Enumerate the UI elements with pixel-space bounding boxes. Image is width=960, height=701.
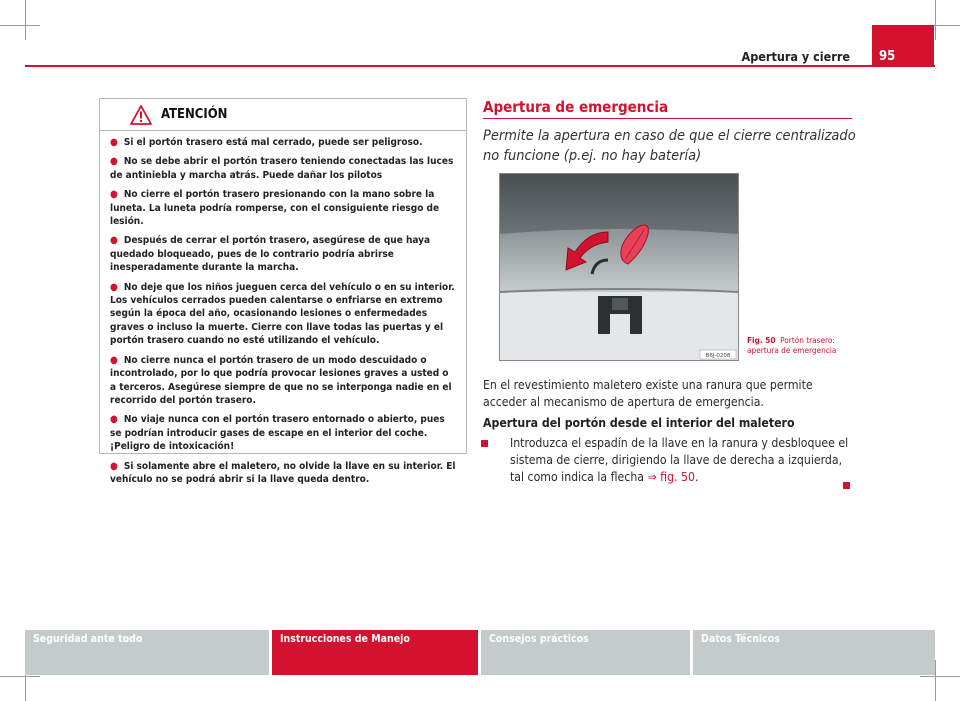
warning-item: ● Si el portón trasero está mal cerrado, puede ser peligroso. [110, 137, 423, 148]
bullet-icon: ● [110, 137, 118, 148]
figure-trunk-emergency-release [499, 173, 739, 361]
crop-mark [935, 660, 936, 701]
page-number: 95 [872, 25, 934, 67]
warning-item: ● Si solamente abre el maletero, no olvide la llave en su interior. El vehículo no se podrá abrir si la llave queda dentro. [110, 460, 456, 485]
header-rule [25, 65, 935, 67]
footer-tab-datos[interactable]: Datos Técnicos [693, 630, 935, 675]
section-end-mark [843, 482, 850, 489]
warning-list [100, 131, 466, 486]
warning-triangle-icon [130, 105, 152, 125]
section-subtitle: Permite la apertura en caso de que el cierre centralizado no funcione (p.ej. no hay batería) [483, 128, 856, 164]
bullet-icon: ● [110, 235, 118, 247]
procedure-heading: Apertura del portón desde el interior del maletero [483, 416, 795, 430]
bullet-icon: ● [110, 189, 118, 201]
figure-label: Fig. 50 [747, 335, 776, 345]
crop-mark [920, 676, 960, 677]
warning-item: ● No se debe abrir el portón trasero teniendo conectadas las luces de antiniebla y marcha atrás. Puede dañar los pilotos [110, 156, 454, 181]
footer-tab-seguridad[interactable]: Seguridad ante todo [25, 630, 269, 675]
step-text: Introduzca el espadín de la llave en la ranura y desbloquee el sistema de cierre, dirigiendo la llave de derecha a izquierda, tal como indica la flecha ⇒ fig. 50. [510, 436, 849, 484]
figure-code: B6J-0208 [705, 353, 731, 359]
figure-caption-text: Portón trasero: apertura de emergencia [747, 335, 837, 355]
crop-mark [0, 25, 40, 26]
crop-mark [0, 676, 40, 677]
crop-mark [935, 0, 936, 40]
footer-tab-consejos[interactable]: Consejos prácticos [481, 630, 690, 675]
intro-paragraph: En el revestimiento maletero existe una ranura que permite acceder al mecanismo de apertura de emergencia. [483, 378, 813, 409]
bullet-icon: ● [110, 414, 118, 426]
section-title: Apertura de emergencia [483, 98, 669, 116]
bullet-icon: ● [110, 281, 118, 293]
warning-item: ● No deje que los niños jueguen cerca del vehículo o en su interior. Los vehículos cerrados pueden calentarse o enfriarse en extremo según la época del año, ocasionando lesiones o enfermedades graves o incluso la muerte. Cierre con llave todas las puertas y el portón trasero cuando no esté utilizando el vehículo. [110, 281, 455, 347]
warning-item: ● No viaje nunca con el portón trasero entornado o abierto, pues se podrían introducir gases de escape en el interior del coche. ¡Peligro de intoxicación! [110, 414, 445, 453]
warning-item: ● Después de cerrar el portón trasero, asegúrese de que haya quedado bloqueado, pues de lo contrario podría abrirse inesperadamente durante la marcha. [110, 235, 431, 274]
running-header: Apertura y cierre [741, 49, 850, 64]
bullet-icon: ● [110, 156, 118, 168]
step-dash: – [483, 436, 489, 450]
figure-reference-link[interactable]: ⇒ fig. 50 [647, 470, 695, 484]
bullet-icon: ● [110, 354, 118, 366]
figure-caption [747, 335, 867, 355]
warning-header [100, 99, 466, 131]
footer-tab-instrucciones[interactable]: Instrucciones de Manejo [272, 630, 478, 675]
warning-title: ATENCIÓN [161, 107, 228, 122]
warning-box [99, 98, 467, 485]
crop-mark [25, 0, 26, 40]
bullet-icon: ● [110, 460, 118, 472]
section-rule [483, 118, 852, 119]
trunk-illustration [500, 174, 738, 360]
procedure-step [483, 435, 858, 486]
warning-item: ● No cierre nunca el portón trasero de un modo descuidado o incontrolado, por lo que podría provocar lesiones graves a usted o a terceros. Asegúrese siempre de que no se interponga nadie en el recorrido del portón trasero. [110, 354, 452, 406]
warning-item: ● No cierre el portón trasero presionando con la mano sobre la luneta. La luneta podría romperse, con el consiguiente riesgo de lesión. [110, 189, 440, 228]
